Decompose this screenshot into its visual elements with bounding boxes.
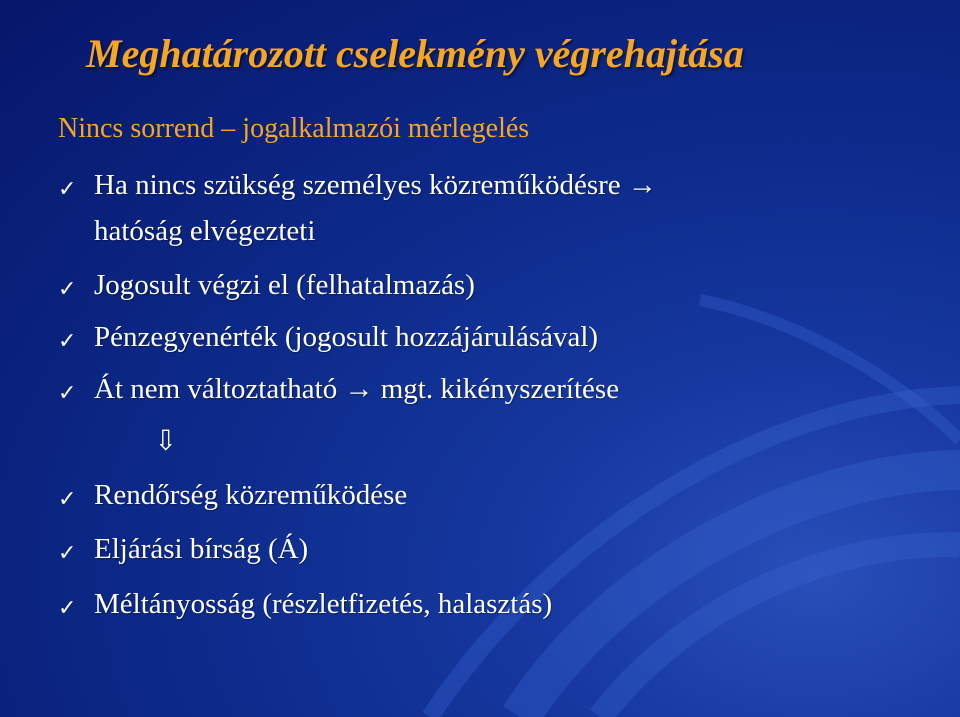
check-icon: ✓ — [58, 595, 77, 620]
slide-subtitle: Nincs sorrend – jogalkalmazói mérlegelés — [58, 113, 530, 144]
check-icon: ✓ — [58, 540, 77, 565]
bullet-item-3: Pénzegyenérték (jogosult hozzájárulásával) — [94, 321, 599, 353]
down-arrow-icon: ⇩ — [154, 426, 178, 457]
bullet-item-4: Át nem változtatható → mgt. kikényszerítése — [94, 373, 620, 405]
bullet-item-2: Jogosult végzi el (felhatalmazás) — [94, 269, 475, 301]
bullet-item-1-line-2: hatóság elvégezteti — [94, 215, 316, 247]
check-icon: ✓ — [58, 276, 77, 301]
check-icon: ✓ — [58, 328, 77, 353]
bullet-item-6: Eljárási bírság (Á) — [94, 533, 309, 565]
slide-title: Meghatározott cselekmény végrehajtása — [86, 31, 744, 76]
check-icon: ✓ — [58, 176, 77, 201]
bullet-item-5: Rendőrség közreműködése — [94, 479, 408, 511]
bullet-item-1-line-1: Ha nincs szükség személyes közreműködésre → — [94, 169, 657, 201]
bullet-item-7: Méltányosság (részletfizetés, halasztás) — [94, 588, 553, 620]
check-icon: ✓ — [58, 486, 77, 511]
check-icon: ✓ — [58, 380, 77, 405]
